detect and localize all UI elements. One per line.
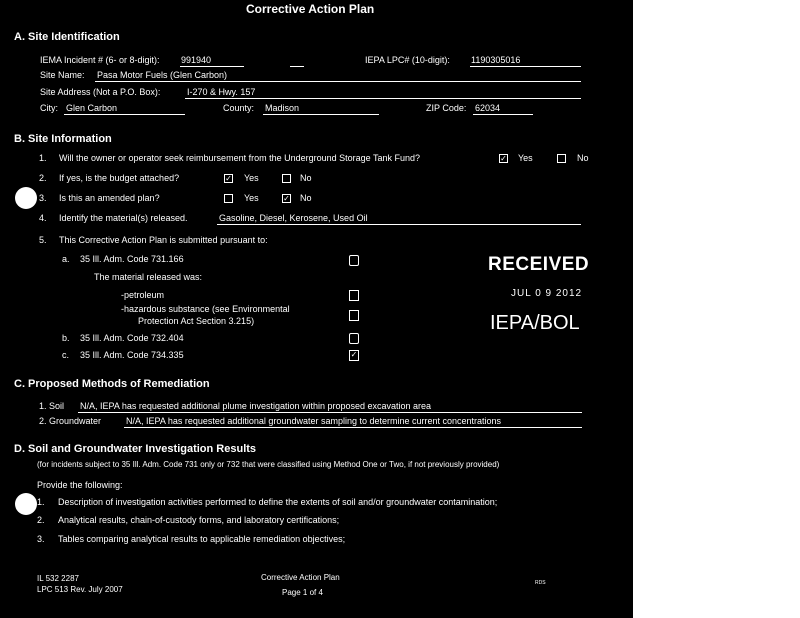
- form-number: IL 532 2287: [37, 574, 79, 583]
- document-title: Corrective Action Plan: [246, 2, 375, 16]
- released-text: The material released was:: [94, 272, 203, 282]
- q2-no-checkbox[interactable]: [282, 174, 291, 183]
- received-office: IEPA/BOL: [490, 312, 580, 334]
- zip-value: 62034: [475, 103, 501, 113]
- q3-yes-checkbox[interactable]: [224, 194, 233, 203]
- q1-no-checkbox[interactable]: [557, 154, 566, 163]
- q1-text: Will the owner or operator seek reimbursement from the Underground Storage Tank Fund?: [59, 153, 421, 163]
- q4-text: Identify the material(s) released.: [59, 213, 188, 223]
- q3-text: Is this an amended plan?: [59, 193, 160, 203]
- option-b-label: b.: [62, 333, 70, 343]
- option-c-label: c.: [62, 350, 70, 360]
- punch-hole: [15, 187, 37, 209]
- iema-label: IEMA Incident # (6- or 8-digit):: [40, 55, 160, 65]
- lpc-label: IEPA LPC# (10-digit):: [365, 55, 450, 65]
- hazardous-text-2: Protection Act Section 3.215): [138, 316, 255, 326]
- item1-number: 1.: [37, 497, 45, 507]
- county-value: Madison: [265, 103, 300, 113]
- city-value: Glen Carbon: [66, 103, 118, 113]
- option-a-checkbox[interactable]: [349, 255, 359, 266]
- hazardous-text-1: -hazardous substance (see Environmental: [121, 304, 290, 314]
- item1-text: Description of investigation activities performed to define the extents of soil and/or groundwater contamination;: [58, 497, 498, 507]
- site-name-label: Site Name:: [40, 70, 85, 80]
- county-label: County:: [223, 103, 255, 113]
- q1-yes-label: Yes: [518, 153, 533, 163]
- option-a-label: a.: [62, 254, 70, 264]
- section-d-heading: D. Soil and Groundwater Investigation Results: [14, 443, 257, 455]
- item3-number: 3.: [37, 534, 45, 544]
- item2-text: Analytical results, chain-of-custody forms, and laboratory certifications;: [58, 515, 340, 525]
- soil-label: 1. Soil: [39, 401, 65, 411]
- lpc-value: 1190305016: [471, 55, 521, 65]
- q3-no-checkbox[interactable]: ✓: [283, 194, 290, 203]
- soil-value: N/A, IEPA has requested additional plume investigation within proposed excavation area: [80, 401, 432, 411]
- q1-no-label: No: [577, 153, 589, 163]
- q1-yes-checkbox[interactable]: ✓: [500, 154, 507, 163]
- q2-number: 2.: [39, 173, 47, 183]
- punch-hole: [15, 493, 37, 515]
- provide-text: Provide the following:: [37, 480, 123, 490]
- petroleum-checkbox[interactable]: [349, 290, 359, 301]
- option-c-text: 35 Ill. Adm. Code 734.335: [80, 350, 184, 360]
- q2-yes-checkbox[interactable]: ✓: [225, 174, 232, 183]
- q2-yes-label: Yes: [244, 173, 259, 183]
- section-d-subnote: (for incidents subject to 35 Ill. Adm. Code 731 only or 732 that were classified using Method One or Two, if not previously provided): [37, 460, 500, 469]
- section-b-heading: B. Site Information: [14, 133, 112, 145]
- option-a-text: 35 Ill. Adm. Code 731.166: [80, 254, 184, 264]
- zip-label: ZIP Code:: [426, 103, 467, 113]
- hazardous-checkbox[interactable]: [349, 310, 359, 321]
- section-c-heading: C. Proposed Methods of Remediation: [14, 378, 210, 390]
- option-b-text: 35 Ill. Adm. Code 732.404: [80, 333, 184, 343]
- q2-no-label: No: [300, 173, 312, 183]
- q3-number: 3.: [39, 193, 47, 203]
- groundwater-value: N/A, IEPA has requested additional groundwater sampling to determine current concentrations: [126, 416, 502, 426]
- received-stamp: RECEIVED: [488, 254, 590, 275]
- item2-number: 2.: [37, 515, 45, 525]
- city-label: City:: [40, 103, 58, 113]
- site-name-value: Pasa Motor Fuels (Glen Carbon): [97, 70, 228, 80]
- groundwater-label: 2. Groundwater: [39, 416, 102, 426]
- q5-text: This Corrective Action Plan is submitted pursuant to:: [59, 235, 268, 245]
- petroleum-text: -petroleum: [121, 290, 165, 300]
- q4-number: 4.: [39, 213, 47, 223]
- received-date: JUL 0 9 2012: [511, 288, 583, 299]
- section-a-heading: A. Site Identification: [14, 31, 120, 43]
- address-label: Site Address (Not a P.O. Box):: [40, 87, 161, 97]
- address-value: I-270 & Hwy. 157: [187, 87, 256, 97]
- iema-value: 991940: [181, 55, 212, 65]
- option-c-checkbox[interactable]: ✓: [350, 350, 358, 359]
- q3-yes-label: Yes: [244, 193, 259, 203]
- option-b-checkbox[interactable]: [349, 333, 359, 344]
- page-number: Page 1 of 4: [282, 588, 323, 597]
- q2-text: If yes, is the budget attached?: [59, 173, 180, 183]
- q5-number: 5.: [39, 235, 47, 245]
- q1-number: 1.: [39, 153, 47, 163]
- form-revision: LPC 513 Rev. July 2007: [37, 585, 123, 594]
- q3-no-label: No: [300, 193, 312, 203]
- materials-value: Gasoline, Diesel, Kerosene, Used Oil: [219, 213, 368, 223]
- footer-initials: RDS: [535, 580, 546, 586]
- item3-text: Tables comparing analytical results to applicable remediation objectives;: [58, 534, 346, 544]
- footer-title: Corrective Action Plan: [261, 573, 340, 582]
